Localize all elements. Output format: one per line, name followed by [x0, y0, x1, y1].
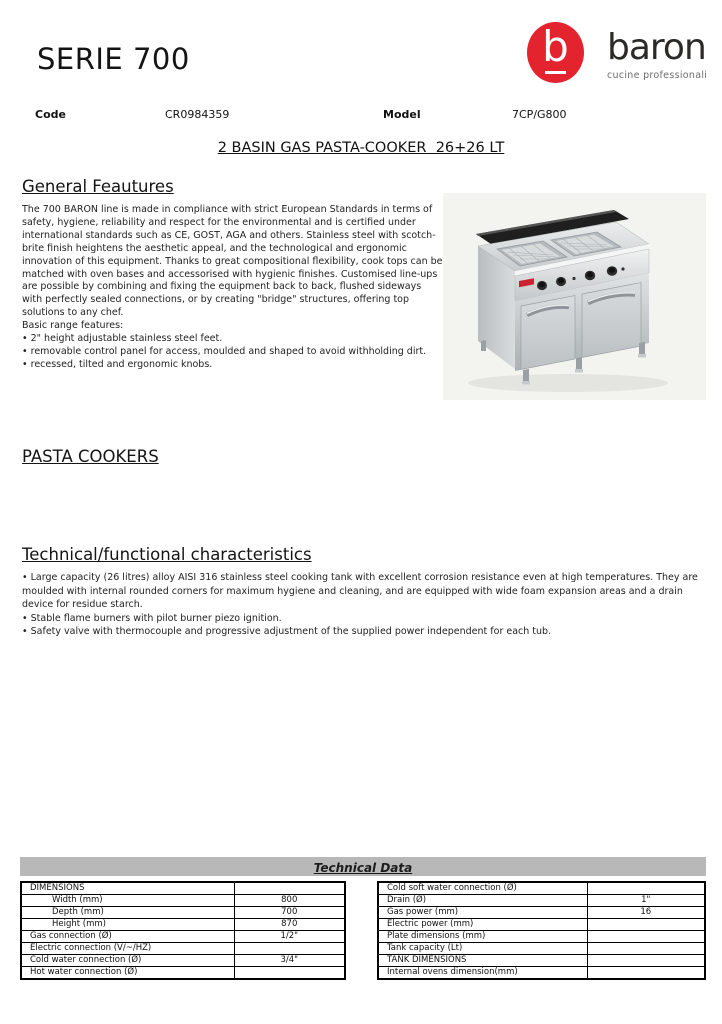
- table-row: [21, 931, 345, 943]
- table-row: [378, 955, 705, 967]
- table-row: [378, 943, 705, 955]
- spec-label: Electric power (mm): [378, 919, 587, 931]
- connections-table: [377, 881, 706, 980]
- spec-label: Plate dimensions (mm): [378, 931, 587, 943]
- general-features-paragraph: The 700 BARON line is made in compliance with strict European Standards in terms of safety, hygiene, reliability and respect for the environmental and is certified under international standards such as CE, GOST, AGA and others. Stainless steel with scotch-brite finish heightens the aesthetic appeal, and the technological and ergonomic innovation of this equipment. Thanks to great compositional flexibility, cook tops can be matched with oven bases and accessorised with hygienic finishes. Customised line-ups are possible by combining and fixing the equipment back to back, flushed sideways with perfectly sealed connections, or by creating "bridge" structures, offering top solutions to any chef.: [22, 204, 443, 319]
- model-value: 7CP/G800: [512, 108, 567, 121]
- table-row: [21, 907, 345, 919]
- table-row: [21, 895, 345, 907]
- spec-value: [587, 882, 705, 895]
- pasta-cooker-illustration: [443, 193, 706, 400]
- table-row: [21, 955, 345, 967]
- spec-value: 800: [234, 895, 345, 907]
- feature-bullet: • removable control panel for access, moulded and shaped to avoid withholding dirt.: [22, 345, 427, 357]
- spec-label: Gas connection (Ø): [21, 931, 234, 943]
- page-title: SERIE 700: [37, 42, 190, 76]
- model-label: Model: [383, 108, 421, 121]
- product-title: 2 BASIN GAS PASTA-COOKER 26+26 LT: [217, 140, 505, 156]
- spec-label: Tank capacity (Lt): [378, 943, 587, 955]
- table-row: [21, 967, 345, 980]
- spec-value: 3/4": [234, 955, 345, 967]
- dimensions-table: [20, 881, 346, 980]
- spec-label: DIMENSIONS: [21, 882, 234, 895]
- spec-value: [234, 943, 345, 955]
- baron-logo-icon: [527, 22, 584, 83]
- product-image: [443, 193, 706, 400]
- spec-value: [587, 967, 705, 980]
- code-label: Code: [35, 108, 66, 121]
- spec-label: Hot water connection (Ø): [21, 967, 234, 980]
- table-row: [21, 943, 345, 955]
- general-features-text: [22, 204, 443, 372]
- table-row: [378, 882, 705, 895]
- spec-value: [587, 955, 705, 967]
- spec-value: 1": [587, 895, 705, 907]
- spec-value: [587, 943, 705, 955]
- spec-value: 1/2": [234, 931, 345, 943]
- table-row: [378, 907, 705, 919]
- tech-characteristics-text: [22, 571, 708, 639]
- general-features-heading: General Feautures: [22, 177, 174, 196]
- spec-value: 16: [587, 907, 705, 919]
- brand-name: baron: [607, 27, 706, 68]
- table-row: [21, 882, 345, 895]
- logo-letter: b: [542, 22, 569, 71]
- spec-label: Width (mm): [21, 895, 234, 907]
- table-row: [378, 919, 705, 931]
- spec-value: 870: [234, 919, 345, 931]
- logo-underline-bar: [545, 71, 566, 74]
- tech-bullet: • Safety valve with thermocouple and progressive adjustment of the supplied power independent for each tub.: [22, 626, 552, 637]
- category-heading: PASTA COOKERS: [22, 447, 159, 466]
- spec-value: [587, 919, 705, 931]
- spec-label: TANK DIMENSIONS: [378, 955, 587, 967]
- spec-value: [234, 882, 345, 895]
- spec-label: Drain (Ø): [378, 895, 587, 907]
- basic-range-label: Basic range features:: [22, 320, 124, 332]
- spec-label: Cold soft water connection (Ø): [378, 882, 587, 895]
- feature-bullet: • 2" height adjustable stainless steel feet.: [22, 333, 223, 345]
- table-row: [378, 967, 705, 980]
- spec-label: Height (mm): [21, 919, 234, 931]
- tech-characteristics-heading: Technical/functional characteristics: [22, 545, 312, 564]
- spec-value: 700: [234, 907, 345, 919]
- tech-bullet: • Stable flame burners with pilot burner piezo ignition.: [22, 612, 282, 624]
- technical-data-heading: Technical Data: [313, 861, 413, 875]
- code-model-row: [0, 108, 722, 124]
- spec-value: [234, 967, 345, 980]
- spec-label: Gas power (mm): [378, 907, 587, 919]
- brand-tagline: cucine professionali: [607, 70, 708, 81]
- code-value: CR0984359: [165, 108, 230, 121]
- feature-bullet: • recessed, tilted and ergonomic knobs.: [22, 358, 213, 370]
- table-row: [21, 919, 345, 931]
- brand-logo: [527, 22, 707, 83]
- spec-label: Depth (mm): [21, 907, 234, 919]
- spec-value: [587, 931, 705, 943]
- table-row: [378, 931, 705, 943]
- spec-label: Cold water connection (Ø): [21, 955, 234, 967]
- tech-bullet: • Large capacity (26 litres) alloy AISI 316 stainless steel cooking tank with excellent corrosion resistance even at high temperatures. They are moulded with internal rounded corners for maximum hygiene and cleaning, and are equipped with wide foam expansion areas and a drain device for residue starch.: [22, 572, 698, 610]
- technical-data-banner: [20, 857, 706, 876]
- logo-wordmark: [607, 22, 707, 81]
- spec-label: Internal ovens dimension(mm): [378, 967, 587, 980]
- spec-label: Electric connection (V/~/HZ): [21, 943, 234, 955]
- table-row: [378, 895, 705, 907]
